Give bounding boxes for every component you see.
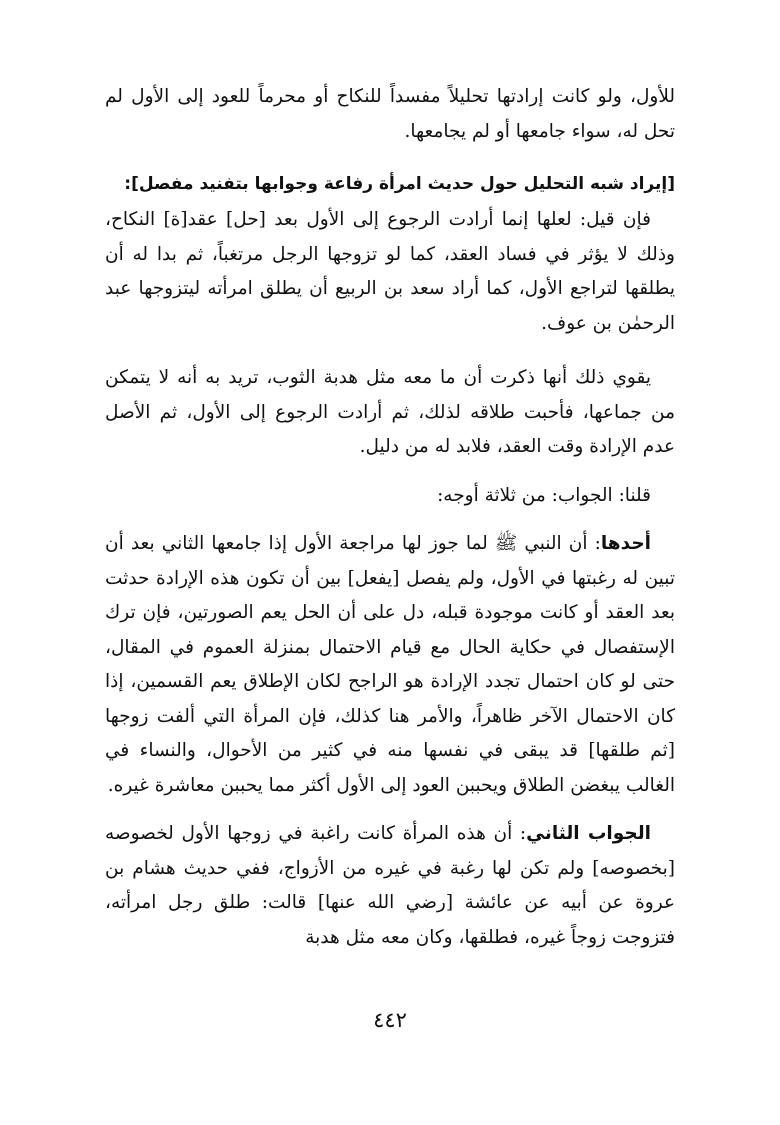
section-heading: [إيراد شبه التحليل حول حديث امرأة رفاعة وجوابها بتفنيد مفصل]: (124, 174, 675, 194)
paragraph-second-answer (105, 817, 675, 955)
paragraph-support: يقوي ذلك أنها ذكرت أن ما معه مثل هدبة الثوب، تريد به أنه لا يتمكن من جماعها، فأحبت طلاقه لذلك، ثم أرادت الرجوع إلى الأول، ثم الأصل عدم الإرادة وقت العقد، فلابد له من دليل. (105, 367, 675, 457)
paragraph-continuation: للأول، ولو كانت إرادتها تحليلاً مفسداً للنكاح أو محرماً للعود إلى الأول لم تحل له، سواء جامعها أو لم يجامعها. (105, 86, 675, 142)
first-answer-text: : أن النبي ﷺ لما جوز لها مراجعة الأول إذا جامعها الثاني بعد أن تبين له رغبتها في الأول، ولم يفصل [يفعل] بين أن تكون هذه الإرادة حدثت بعد العقد أو كانت موجودة قبله، دل على أن الحل يعم الصورتين، فإن ترك الإستفصال في حكاية الحال مع قيام الاحتمال بمنزلة العموم في المقال، حتى لو كان احتمال تجدد الإرادة هو الراجح لكان الإطلاق يعم القسمين، إذا كان الاحتمال الآخر ظاهراً، والأمر هنا كذلك، فإن المرأة التي ألفت زوجها [ثم طلقها] قد يبقى في نفسها منه في كثير من الأحوال، والنساء في الغالب يبغضن الطلاق ويحببن العود إلى الأول أكثر مما يحببن معاشرة غيره. (105, 533, 675, 796)
second-answer-text: : أن هذه المرأة كانت راغبة في زوجها الأول لخصوصه [بخصوصه] ولم تكن لها رغبة في غيره من الأزواج، ففي حديث هشام بن عروة عن أبيه عن عائشة [رضي الله عنها] قالت: طلق رجل امرأته، فتزوجت زوجاً غيره، فطلقها، وكان معه مثل هدبة (105, 823, 675, 948)
paragraph-answer-intro: قلنا: الجواب: من ثلاثة أوجه: (437, 484, 651, 506)
paragraph-objection: فإن قيل: لعلها إنما أرادت الرجوع إلى الأول بعد [حل] عقد[ة] النكاح، وذلك لا يؤثر في فساد العقد، كما لو تزوجها الرجل مرتغباً، ثم بدا له أن يطلقها لتراجع الأول، كما أراد سعد بن الربيع أن يطلق امرأته ليتزوجها عبد الرحمٰن بن عوف. (105, 209, 675, 334)
first-answer-lead: أحدها (600, 533, 651, 554)
paragraph-first-answer (105, 527, 675, 803)
page-number: ٤٤٢ (373, 1008, 407, 1032)
page-body (105, 80, 675, 955)
second-answer-lead: الجواب الثاني (526, 823, 651, 844)
